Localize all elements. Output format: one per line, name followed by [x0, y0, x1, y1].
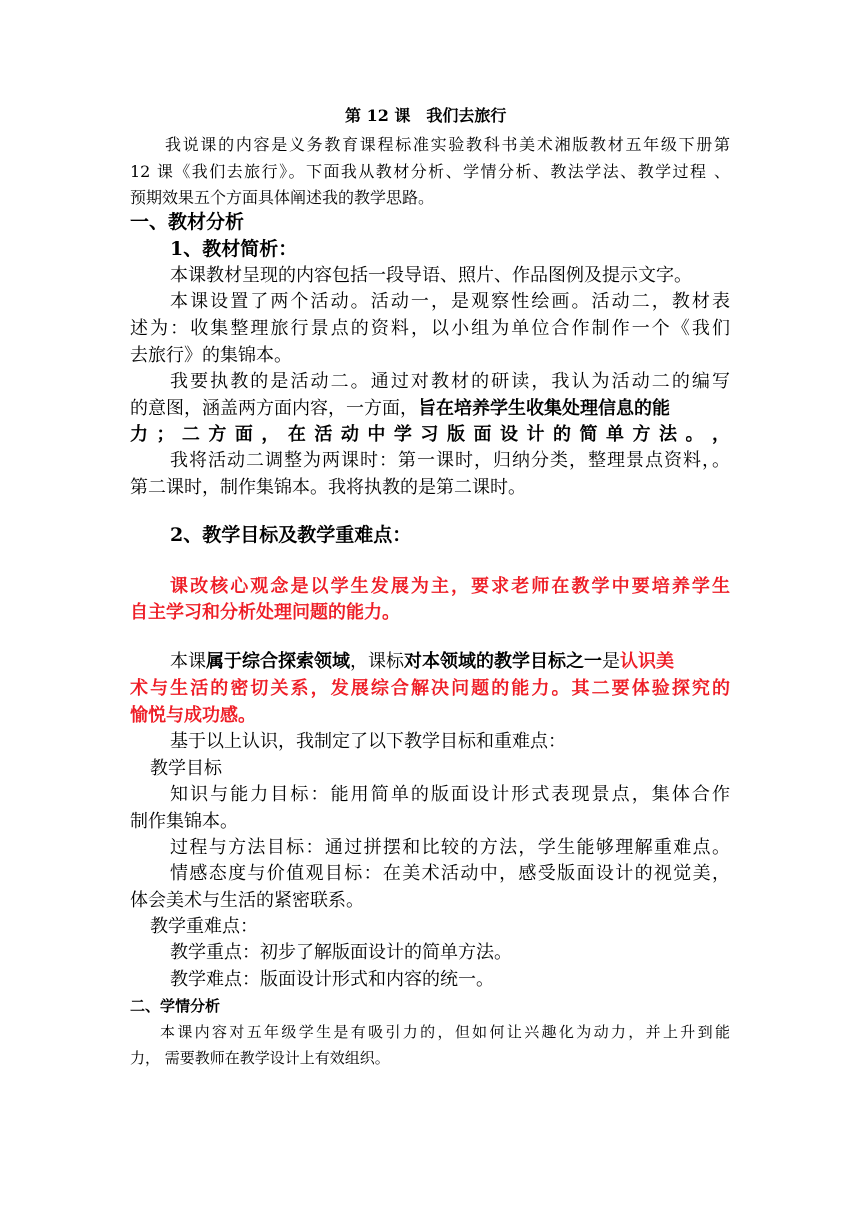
paragraph-standards-line-2: 术与生活的密切关系，发展综合解决问题的能力。其二要体验探究的	[130, 678, 730, 699]
lesson-title: 第 12 课 我们去旅行	[345, 106, 507, 125]
paragraph-activities-line-2: 述为：收集整理旅行景点的资料，以小组为单位合作制作一个《我们	[130, 318, 730, 339]
goal-process: 过程与方法目标：通过拼摆和比较的方法，学生能够理解重难点。	[170, 837, 730, 858]
core-concept-line-1: 课改核心观念是以学生发展为主，要求老师在教学中要培养学生	[170, 576, 730, 597]
key-point-difficulty: 教学难点：版面设计形式和内容的统一。	[170, 969, 494, 990]
goal-knowledge-line-2: 制作集锦本。	[130, 811, 238, 832]
paragraph-schedule-line-1: 我将活动二调整为两课时：第一课时，归纳分类，整理景点资料，。	[170, 450, 730, 471]
key-points-label: 教学重难点：	[150, 916, 258, 937]
goal-emotion-line-2: 体会美术与生活的紧密联系。	[130, 890, 364, 911]
subheading-textbook-brief: 1、教材简析：	[170, 238, 298, 260]
intro-line-2: 12 课《我们去旅行》。下面我从教材分析、学情分析、教法学法、教学过程 、	[130, 162, 730, 181]
standards-text-a: 本课	[170, 651, 206, 672]
section-heading-textbook-analysis: 一、教材分析	[130, 211, 245, 233]
goal-knowledge-line-1: 知识与能力目标：能用简单的版面设计形式表现景点，集体合作	[170, 784, 730, 805]
student-analysis-line-1: 本课内容对五年级学生是有吸引力的，但如何让兴趣化为动力，并上升到能	[160, 1023, 730, 1041]
goals-label: 教学目标	[150, 758, 222, 779]
paragraph-standards-line-3: 愉悦与成功感。	[130, 705, 256, 726]
intro-line-1: 我说课的内容是义务教育课程标准实验教科书美术湘版教材五年级下册第	[165, 135, 730, 154]
subheading-teaching-goals: 2、教学目标及教学重难点：	[170, 524, 412, 546]
paragraph-schedule-line-2: 第二课时，制作集锦本。我将执教的是第二课时。	[130, 477, 526, 498]
standards-text-c: ，课标	[350, 651, 404, 672]
intent-bold-text: 旨在培养学生收集处理信息的能	[418, 398, 670, 419]
standards-text-d: 对本领域的教学目标之一	[404, 651, 602, 672]
core-concept-line-2: 自主学习和分析处理问题的能力。	[130, 602, 400, 623]
section-heading-student-analysis: 二、学情分析	[130, 997, 221, 1015]
paragraph-intent-line-3: 力 ； 二 方 面 ， 在 活 动 中 学 习 版 面 设 计 的 简 单 方 法 。 ，	[130, 424, 730, 445]
goal-emotion-line-1: 情感态度与价值观目标：在美术活动中，感受版面设计的视觉美，	[170, 863, 730, 884]
paragraph-content: 本课教材呈现的内容包括一段导语、照片、作品图例及提示文字。	[170, 265, 692, 286]
intent-normal-text: 的意图，涵盖两方面内容，一方面，	[130, 398, 418, 419]
standards-text-f: 认识美	[620, 651, 674, 672]
paragraph-activities-line-1: 本课设置了两个活动。活动一，是观察性绘画。活动二，教材表	[170, 291, 730, 312]
paragraph-standards-line-1	[170, 650, 674, 674]
paragraph-intent-line-1: 我要执教的是活动二。通过对教材的研读，我认为活动二的编写	[170, 371, 730, 392]
intro-line-3: 预期效果五个方面具体阐述我的教学思路。	[130, 188, 435, 207]
paragraph-intent-line-2	[130, 397, 670, 421]
student-analysis-line-2: 力， 需要教师在教学设计上有效组织。	[130, 1049, 390, 1067]
paragraph-activities-line-3: 去旅行》的集锦本。	[130, 345, 292, 366]
key-point-focus: 教学重点：初步了解版面设计的简单方法。	[170, 942, 512, 963]
standards-text-b: 属于综合探索领域	[206, 651, 350, 672]
paragraph-basis: 基于以上认识，我制定了以下教学目标和重难点：	[170, 731, 566, 752]
standards-text-e: 是	[602, 651, 620, 672]
